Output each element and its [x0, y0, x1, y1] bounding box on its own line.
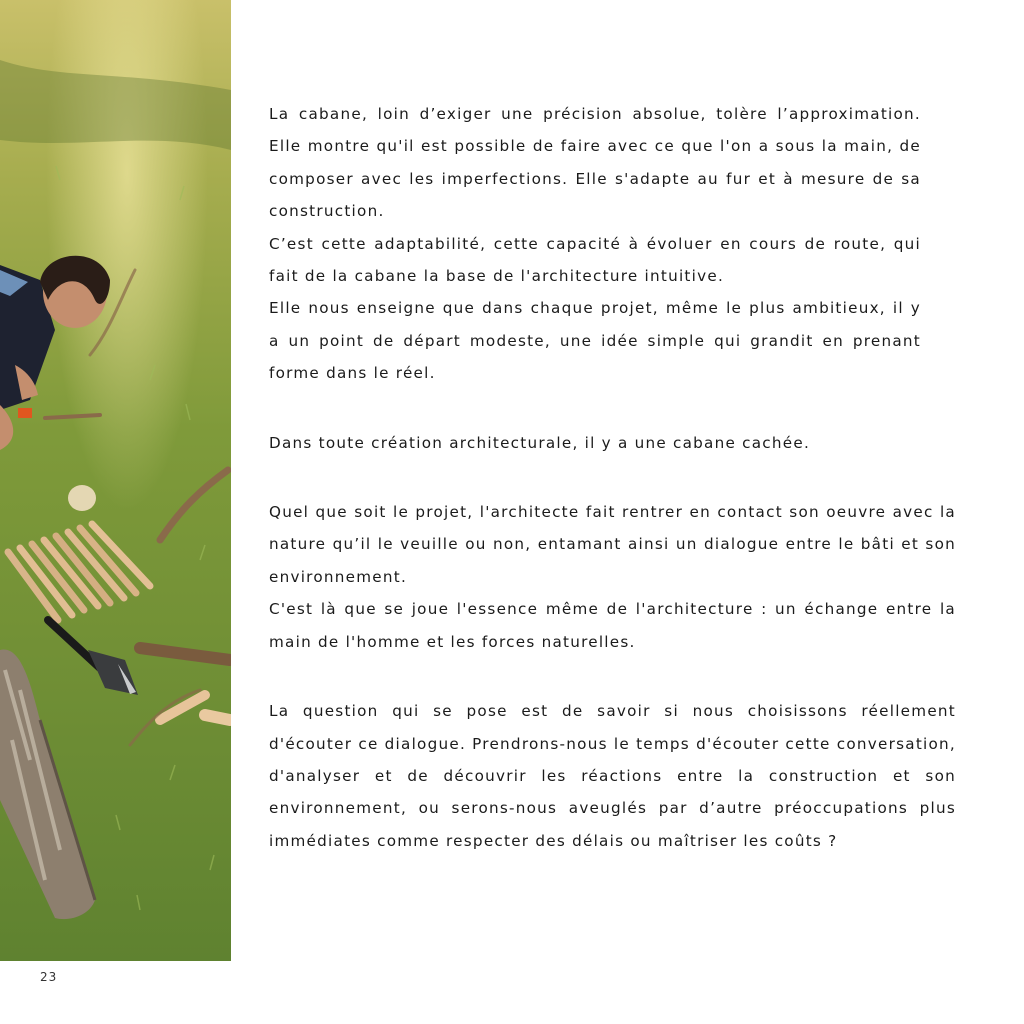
page-number: 23: [40, 970, 58, 984]
paragraph-1: La cabane, loin d’exiger une précision absolue, tolère l’approximation. Elle montre qu'il est possible de faire avec ce que l'on a sous la main, de composer avec les imperfections. Elle s'adapte au fur et à mesure de sa construction.: [269, 105, 921, 221]
paragraph-7: La question qui se pose est de savoir si nous choisissons réellement d'écouter ce dialogue. Prendrons-nous le temps d'écouter cette conversation, d'analyser et de découvrir les réactions entre la construction et son environnement, ou serons-nous aveuglés par d’autre préoccupations plus immédiates comme respecter des délais ou maîtriser les coûts ?: [269, 702, 956, 850]
paragraph-gap: [269, 658, 956, 695]
paragraph-gap: [269, 459, 956, 496]
body-text: [269, 98, 956, 857]
paragraph-6: C'est là que se joue l'essence même de l'architecture : un échange entre la main de l'homme et les forces naturelles.: [269, 600, 956, 651]
paragraph-3: Elle nous enseigne que dans chaque projet, même le plus ambitieux, il y a un point de départ modeste, une idée simple qui grandit en prenant forme dans le réel.: [269, 299, 921, 383]
column-narrow: [269, 98, 921, 459]
column-wide: [269, 459, 956, 857]
paragraph-2: C’est cette adaptabilité, cette capacité à évoluer en cours de route, qui fait de la cabane la base de l'architecture intuitive.: [269, 234, 921, 286]
photo-image: [0, 0, 231, 961]
paragraph-4: Dans toute création architecturale, il y a une cabane cachée.: [269, 433, 811, 452]
paragraph-gap: [269, 390, 921, 427]
paragraph-5: Quel que soit le projet, l'architecte fait rentrer en contact son oeuvre avec la nature qu’il le veuille ou non, entamant ainsi un dialogue entre le bâti et son environnement.: [269, 503, 956, 586]
photo-panel: [0, 0, 231, 961]
stone: [68, 485, 96, 511]
